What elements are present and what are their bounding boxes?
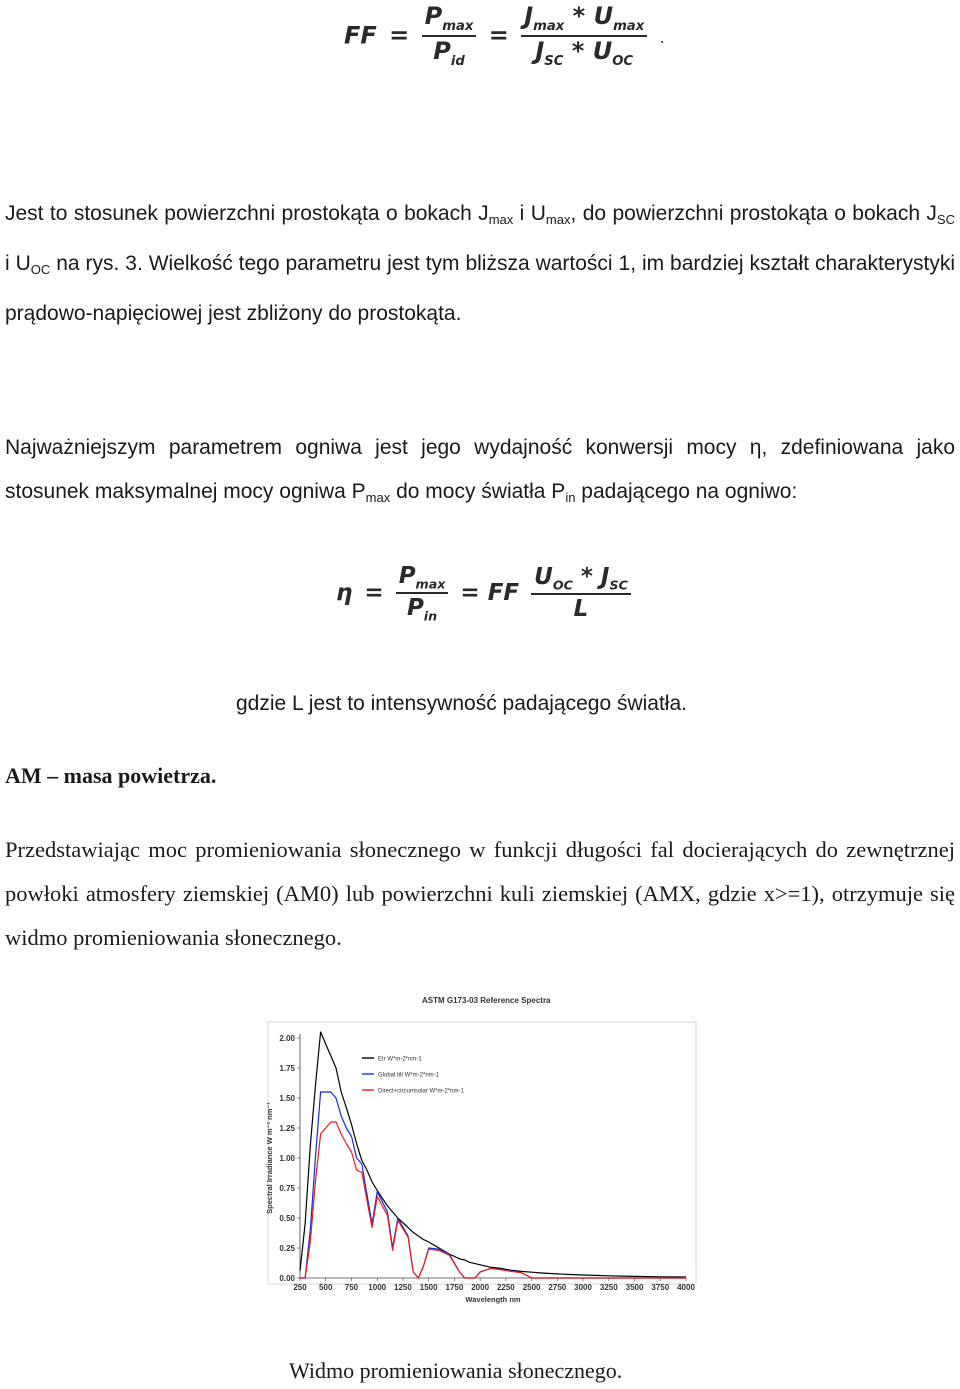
legend-label-3: Direct+circumsolar W*m-2*nm-1 [378,1088,464,1095]
formula-eta-frac2 [531,565,631,621]
x-tick-label: 500 [319,1283,333,1292]
legend-label-1: Etr W*m-2*nm-1 [378,1056,422,1063]
x-tick-label: 1750 [445,1283,464,1292]
x-axis-label: Wavelength nm [465,1295,521,1304]
x-tick-label: 3500 [625,1283,644,1292]
y-tick-label: 0.00 [279,1274,295,1283]
y-tick-label: 1.75 [279,1064,295,1073]
x-tick-label: 3000 [574,1283,592,1292]
ff-jsc-sub: SC [544,53,564,69]
para1-text-2: i U [513,202,546,225]
formula-ff-frac1 [422,4,477,69]
y-tick-label: 1.50 [279,1094,295,1103]
ff-pmax: P [424,2,443,30]
formula-efficiency [336,564,631,623]
solar-spectrum-chart [258,990,698,1320]
para1-sub-1: max [488,211,514,227]
chart-svg [258,990,698,1320]
formula-ff-eq1: = [389,21,410,50]
ff-pid-sub: id [450,53,465,69]
eta-uoc-sub: OC [552,578,573,594]
x-tick-label: 3250 [599,1283,618,1292]
formula-ff-eq2: = [488,21,509,50]
y-tick-label: 1.25 [279,1124,295,1133]
formula-fill-factor [344,4,665,69]
para2-sub-1: max [365,489,391,505]
y-tick-label: 0.75 [279,1184,295,1193]
formula-eta-lhs: η [336,579,353,606]
ff-uoc-sub: OC [612,53,634,69]
formula-eta-eq1: = [364,579,384,606]
para1-text-3: , do powierzchni prostokąta o bokach J [570,202,937,225]
eta-l: L [573,596,589,623]
paragraph-efficiency [5,426,955,520]
eta-pmax: P [398,563,416,589]
eta-mul: * [572,564,601,591]
ff-pid: P [433,36,451,65]
para2-text-1: Najważniejszym parametrem ogniwa jest jego wydajność konwersji mocy η, zdefiniowana jako stosunek maksymalnej mocy ogniwa P [5,436,955,503]
eta-pin-sub: in [423,608,438,624]
eta-uoc: U [534,564,553,591]
eta-jsc: J [600,564,610,591]
para2-text-3: padającego na ogniwo: [575,480,798,503]
x-tick-label: 1500 [419,1283,438,1292]
y-tick-label: 0.25 [279,1244,295,1253]
y-axis-label: Spectral Irradiance W m⁻² nm⁻¹ [265,1102,274,1214]
para2-sub-2: in [565,489,576,505]
y-tick-label: 1.00 [279,1154,295,1163]
para1-text-5: na rys. 3. Wielkość tego parametru jest tym bliższa wartości 1, im bardziej kształt charakterystyki prądowo-napięciowej jest zbliżony do prostokąta. [5,251,955,325]
legend-label-2: Global tilt W*m-2*nm-1 [378,1072,440,1079]
para1-text-4: i U [5,251,31,275]
ff-jmax-sub: max [533,18,565,34]
x-tick-label: 4000 [677,1283,695,1292]
x-tick-label: 2000 [471,1283,490,1292]
note-intensity: gdzie L jest to intensywność padającego światła. [236,692,687,715]
ff-jsc: J [535,36,545,65]
ff-jmax: J [524,2,534,30]
ff-umax: U [593,2,614,30]
eta-jsc-sub: SC [609,578,628,594]
formula-ff-frac2 [521,4,647,69]
ff-pmax-sub: max [442,18,474,34]
x-tick-label: 1250 [394,1283,412,1292]
para3-text: Przedstawiając moc promieniowania słonecznego w funkcji długości fal docierających do zewnętrznej powłoki atmosfery ziemskiej (AM0) lub powierzchni kuli ziemskiej (AMX, gdzie x>=1), otrzymuje się widmo promieniowania słonecznego. [5,837,955,950]
x-tick-label: 750 [344,1283,359,1292]
x-tick-label: 2250 [496,1283,515,1292]
x-tick-label: 2750 [548,1283,567,1292]
y-tick-label: 0.50 [279,1214,295,1223]
para1-sub-3: SC [936,211,955,227]
formula-ff-lhs: FF [344,21,377,50]
x-tick-label: 250 [293,1283,307,1292]
para1-sub-2: max [545,211,571,227]
para1-text-1: Jest to stosunek powierzchni prostokąta o bokach J [5,202,489,225]
eta-pin: P [406,594,424,621]
heading-air-mass: AM – masa powietrza. [5,763,217,788]
chart-title: ASTM G173-03 Reference Spectra [422,996,551,1005]
ff-uoc: U [592,36,613,65]
figure-caption: Widmo promieniowania słonecznego. [289,1358,623,1383]
para1-sub-4: OC [30,261,51,277]
ff-umax-sub: max [613,18,645,34]
x-tick-label: 3750 [651,1283,670,1292]
x-tick-label: 2500 [522,1283,541,1292]
x-tick-label: 1000 [368,1283,387,1292]
paragraph-solar-spectrum [5,828,955,960]
para2-text-2: do mocy światła P [390,480,566,503]
formula-ff-period: . [659,28,665,48]
formula-eta-frac1 [396,564,449,623]
eta-pmax-sub: max [415,576,446,592]
ff-mul2: * [563,36,593,65]
paragraph-fill-factor [5,192,955,336]
y-tick-label: 2.00 [279,1034,295,1043]
ff-mul1: * [564,2,594,30]
chart-frame [268,1022,696,1284]
formula-eta-eq2: = FF [460,579,520,606]
